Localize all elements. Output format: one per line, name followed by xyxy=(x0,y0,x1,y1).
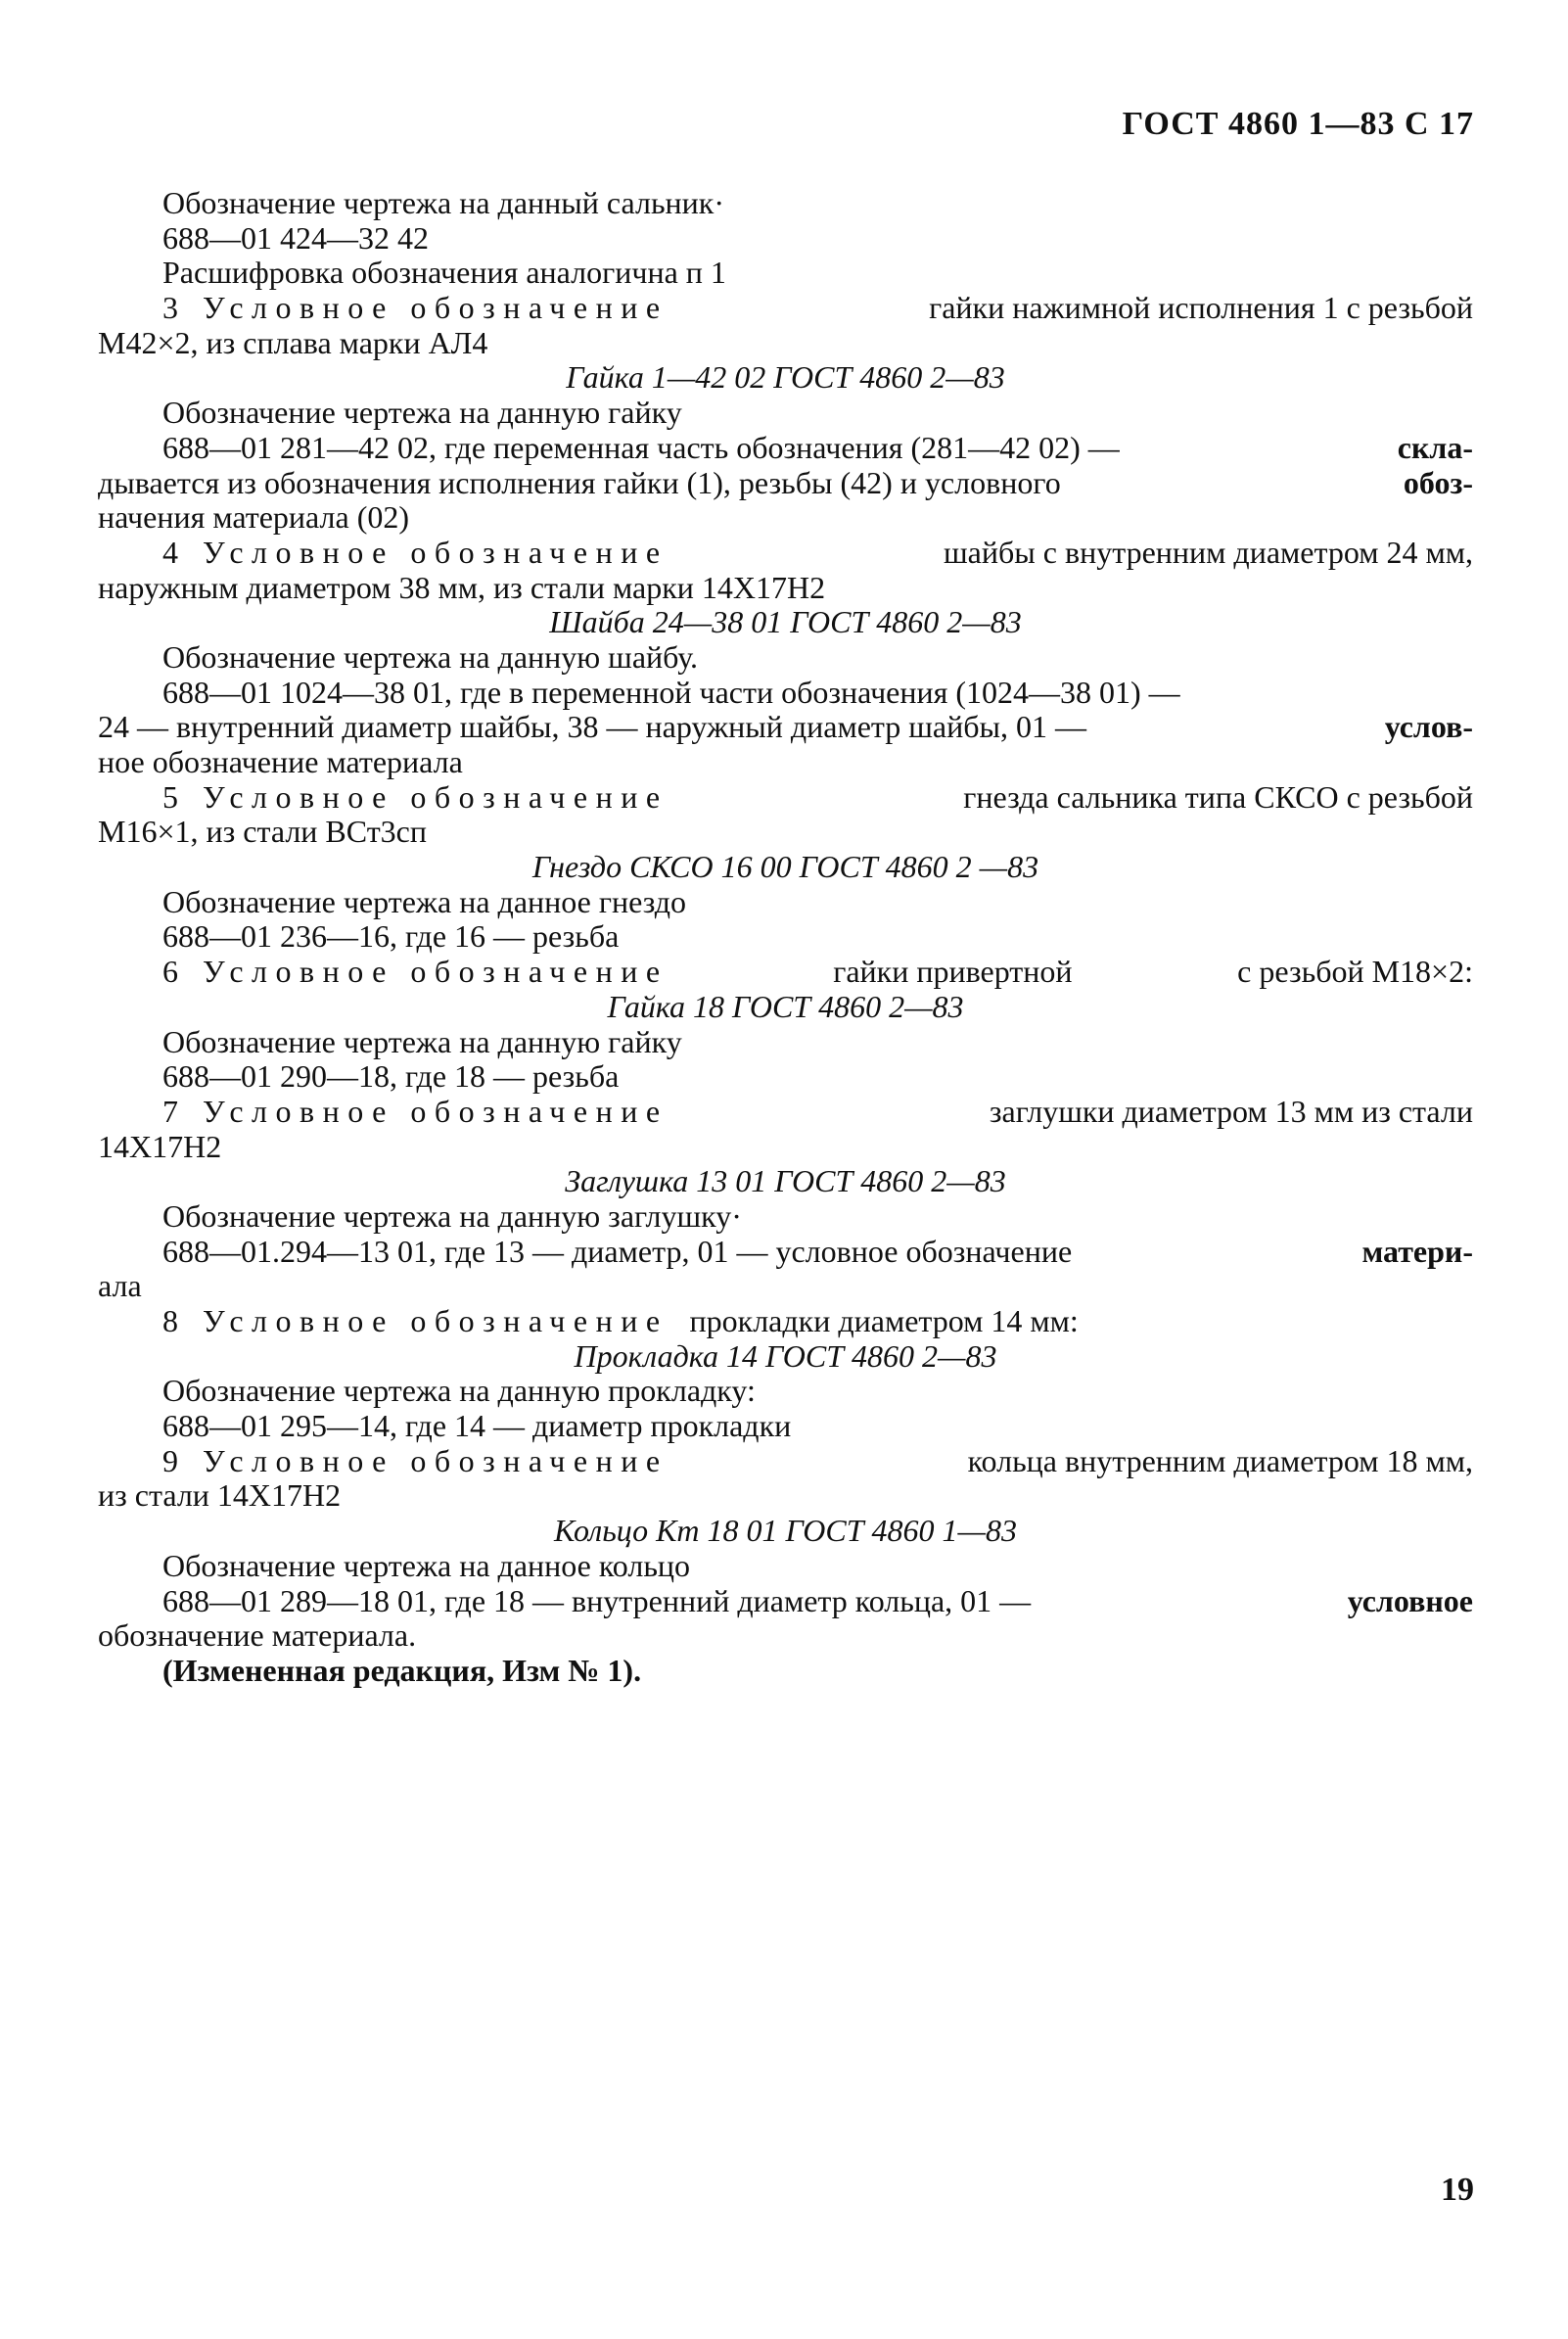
page-number: 19 xyxy=(1441,2172,1474,2208)
text-line xyxy=(98,431,1473,466)
example-heading: 4 Условное обозначение xyxy=(162,535,669,570)
text-line xyxy=(98,710,1473,745)
example-7-line xyxy=(98,1095,1473,1130)
amendment-note: (Измененная редакция, Изм № 1). xyxy=(162,1653,642,1688)
example-heading: 8 Условное обозначение xyxy=(162,1304,669,1338)
designation-line: Заглушка 13 01 ГОСТ 4860 2—83 xyxy=(565,1164,1006,1199)
example-heading: 7 Условное обозначение xyxy=(162,1094,669,1129)
text-fragment: прокладки диаметром 14 мм: xyxy=(689,1304,1079,1338)
text-fragment: 688—01 281—42 02, где переменная часть обозначения (281—42 02) — xyxy=(162,430,1120,465)
designation-line: Кольцо Кт 18 01 ГОСТ 4860 1—83 xyxy=(554,1514,1017,1549)
example-9-line xyxy=(98,1444,1473,1479)
text-fragment: гайки нажимной исполнения 1 с резьбой xyxy=(929,291,1473,326)
text-line: ала xyxy=(98,1269,142,1304)
designation-line: Гнездо СКСО 16 00 ГОСТ 4860 2 —83 xyxy=(531,850,1039,885)
example-heading: 9 Условное обозначение xyxy=(162,1443,669,1478)
text-line: 688—01 1024—38 01, где в переменной части обозначения (1024—38 01) — xyxy=(162,675,1180,710)
text-line: М42×2, из сплава марки АЛ4 xyxy=(98,325,488,360)
text-line: Обозначение чертежа на данную прокладку: xyxy=(162,1374,756,1409)
text-line: обозначение материала. xyxy=(98,1618,417,1654)
text-fragment: заглушки диаметром 13 мм из стали xyxy=(989,1094,1473,1129)
text-fragment: 688—01 289—18 01, где 18 — внутренний диаметр кольца, 01 — xyxy=(162,1583,1032,1618)
text-line: Обозначение чертежа на данную шайбу. xyxy=(162,639,698,675)
example-6-line xyxy=(98,955,1473,990)
text-line: Обозначение чертежа на данный сальник· xyxy=(162,186,724,220)
example-heading: 3 Условное обозначение xyxy=(162,291,669,326)
text-fragment: шайбы с внутренним диаметром 24 мм, xyxy=(944,535,1473,570)
text-fragment: услов- xyxy=(1384,710,1473,745)
text-fragment: дывается из обозначения исполнения гайки (1), резьбы (42) и условного xyxy=(98,465,1061,500)
text-fragment: обоз- xyxy=(1403,465,1473,500)
text-line xyxy=(98,1584,1473,1619)
document-body xyxy=(98,186,1473,1689)
example-3-line xyxy=(98,291,1473,326)
text-line: ное обозначение материала xyxy=(98,745,463,779)
designation-line: Гайка 1—42 02 ГОСТ 4860 2—83 xyxy=(566,360,1005,396)
text-fragment: с резьбой М18×2: xyxy=(1237,955,1473,990)
page-header: ГОСТ 4860 1—83 С 17 xyxy=(1122,106,1474,142)
text-fragment: условное xyxy=(1347,1583,1473,1618)
text-line: Расшифровка обозначения аналогична п 1 xyxy=(162,256,726,291)
text-line: Обозначение чертежа на данное гнездо xyxy=(162,884,687,919)
text-line: наружным диаметром 38 мм, из стали марки 14Х17Н2 xyxy=(98,570,826,605)
text-line xyxy=(98,466,1473,501)
text-line: 688—01 295—14, где 14 — диаметр прокладки xyxy=(162,1409,792,1444)
text-line: Обозначение чертежа на данную гайку xyxy=(162,1024,682,1059)
example-8-line xyxy=(98,1304,1473,1339)
text-line: М16×1, из стали ВСт3сп xyxy=(98,815,427,850)
text-fragment: кольца внутренним диаметром 18 мм, xyxy=(967,1443,1473,1478)
text-fragment: матери- xyxy=(1361,1234,1473,1269)
text-line: начения материала (02) xyxy=(98,500,409,536)
example-heading: 5 Условное обозначение xyxy=(162,779,669,815)
text-fragment: 688—01.294—13 01, где 13 — диаметр, 01 — условное обозначение xyxy=(162,1234,1073,1269)
designation-line: Шайба 24—38 01 ГОСТ 4860 2—83 xyxy=(549,605,1022,640)
text-line: Обозначение чертежа на данную заглушку· xyxy=(162,1198,742,1234)
designation-line: Прокладка 14 ГОСТ 4860 2—83 xyxy=(574,1338,997,1374)
text-fragment: 24 — внутренний диаметр шайбы, 38 — наружный диаметр шайбы, 01 — xyxy=(98,710,1087,745)
text-line xyxy=(98,1235,1473,1270)
text-fragment: скла- xyxy=(1397,430,1473,465)
text-line: Обозначение чертежа на данную гайку xyxy=(162,396,682,431)
text-fragment: гайки привертной xyxy=(833,955,1073,990)
example-5-line xyxy=(98,780,1473,816)
text-line: 688—01 424—32 42 xyxy=(162,220,429,256)
text-line: 14Х17Н2 xyxy=(98,1129,222,1164)
text-line: из стали 14Х17Н2 xyxy=(98,1478,342,1514)
example-4-line xyxy=(98,536,1473,571)
example-heading: 6 Условное обозначение xyxy=(162,955,669,990)
text-fragment: гнезда сальника типа СКСО с резьбой xyxy=(963,779,1473,815)
text-line: 688—01 236—16, где 16 — резьба xyxy=(162,919,620,955)
text-line: Обозначение чертежа на данное кольцо xyxy=(162,1548,691,1583)
designation-line: Гайка 18 ГОСТ 4860 2—83 xyxy=(607,989,964,1024)
text-line: 688—01 290—18, где 18 — резьба xyxy=(162,1059,620,1095)
